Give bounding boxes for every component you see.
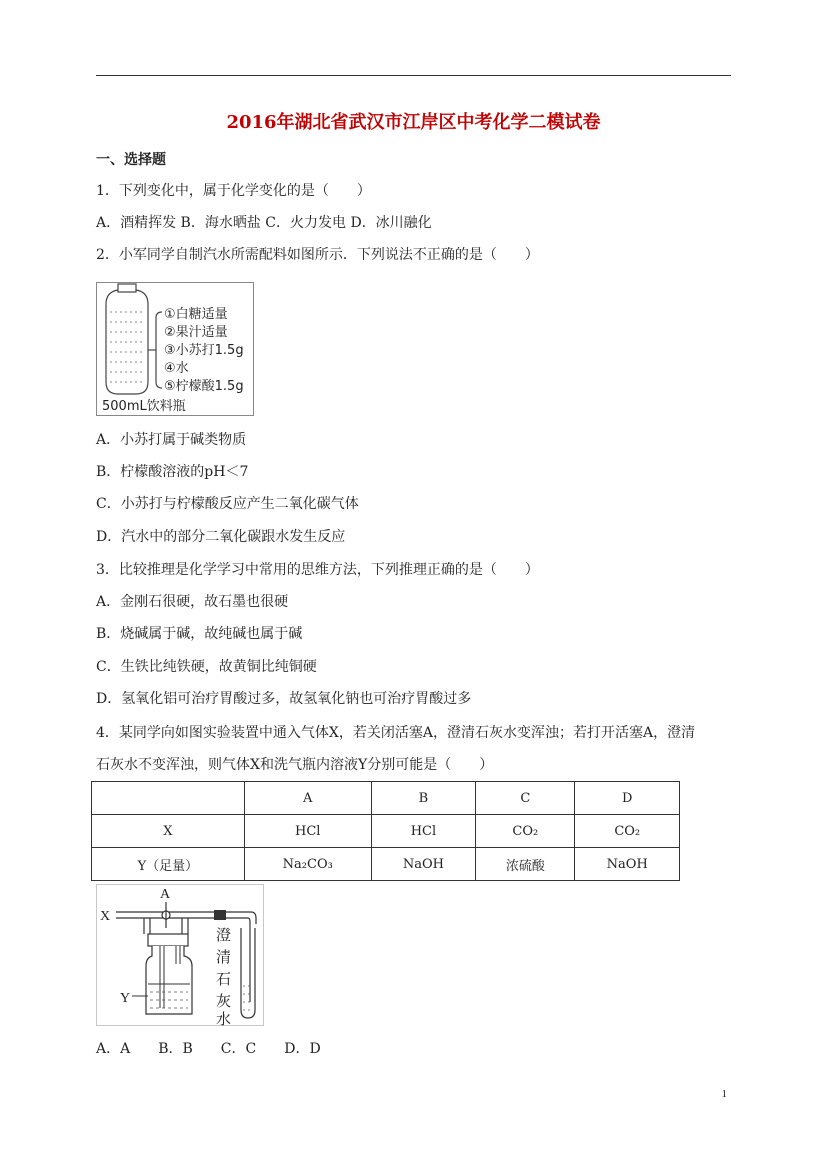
limewater-char-3: 石 bbox=[216, 970, 232, 988]
label-y: Y bbox=[120, 991, 131, 1006]
label-a: A bbox=[160, 887, 171, 902]
table-cell: NaOH bbox=[575, 848, 680, 881]
table-cell: B bbox=[371, 782, 476, 815]
limewater-char-4: 灰 bbox=[216, 992, 232, 1010]
ingredient-3: ③小苏打1.5g bbox=[164, 343, 244, 358]
table-cell: Na₂CO₃ bbox=[244, 848, 371, 881]
table-cell: NaOH bbox=[371, 848, 476, 881]
apparatus-figure bbox=[96, 884, 264, 1026]
bottle-cap bbox=[118, 284, 136, 292]
q4-table bbox=[91, 781, 680, 881]
section-heading: 一、选择题 bbox=[96, 152, 166, 168]
q2-option-d: D．汽水中的部分二氧化碳跟水发生反应 bbox=[96, 529, 346, 545]
page-number: 1 bbox=[721, 1088, 727, 1100]
limewater-char-5: 水 bbox=[216, 1010, 232, 1026]
ingredient-1: ①白糖适量 bbox=[164, 307, 228, 322]
q2-stem: 2．小军同学自制汽水所需配料如图所示．下列说法不正确的是（ ） bbox=[96, 247, 539, 263]
table-row bbox=[92, 815, 680, 848]
table-cell: A bbox=[244, 782, 371, 815]
q4-stem-line1: 4．某同学向如图实验装置中通入气体X，若关闭活塞A，澄清石灰水变浑浊；若打开活塞A，澄清 bbox=[96, 725, 696, 741]
q4-options: A．A B．B C．C D．D bbox=[96, 1041, 321, 1057]
bottle-caption: 500mL饮料瓶 bbox=[102, 399, 186, 414]
table-cell: HCl bbox=[244, 815, 371, 848]
ingredient-4: ④水 bbox=[164, 361, 189, 376]
table-cell: CO₂ bbox=[476, 815, 575, 848]
ingredient-5: ⑤柠檬酸1.5g bbox=[164, 379, 244, 394]
table-row bbox=[92, 782, 680, 815]
q2-option-c: C．小苏打与柠檬酸反应产生二氧化碳气体 bbox=[96, 496, 359, 512]
table-cell: X bbox=[92, 815, 245, 848]
table-cell: 浓硫酸 bbox=[476, 848, 575, 881]
table-cell: CO₂ bbox=[575, 815, 680, 848]
table-cell: Y（足量） bbox=[92, 848, 245, 881]
table-cell: C bbox=[476, 782, 575, 815]
stopper bbox=[148, 934, 188, 946]
ingredient-2: ②果汁适量 bbox=[164, 325, 228, 340]
page-title: 2016年湖北省武汉市江岸区中考化学二模试卷 bbox=[226, 112, 601, 133]
q1-options: A．酒精挥发 B．海水晒盐 C．火力发电 D．冰川融化 bbox=[96, 215, 432, 231]
q3-option-a: A．金刚石很硬，故石墨也很硬 bbox=[96, 594, 289, 610]
table-cell: HCl bbox=[371, 815, 476, 848]
q3-option-b: B．烧碱属于碱，故纯碱也属于碱 bbox=[96, 626, 303, 642]
limewater-char-2: 清 bbox=[216, 948, 232, 966]
q1-stem: 1．下列变化中，属于化学变化的是（ ） bbox=[96, 183, 371, 199]
header-rule bbox=[96, 75, 731, 76]
q3-option-c: C．生铁比纯铁硬，故黄铜比纯铜硬 bbox=[96, 659, 317, 675]
bottle-figure bbox=[96, 282, 254, 416]
wash-bottle bbox=[146, 946, 192, 1014]
q2-option-a: A．小苏打属于碱类物质 bbox=[96, 432, 247, 448]
limewater-char-1: 澄 bbox=[216, 926, 232, 944]
table-cell: D bbox=[575, 782, 680, 815]
q2-option-b: B．柠檬酸溶液的pH＜7 bbox=[96, 464, 249, 480]
table-cell bbox=[92, 782, 245, 815]
q3-option-d: D．氢氧化铝可治疗胃酸过多，故氢氧化钠也可治疗胃酸过多 bbox=[96, 691, 472, 707]
label-x: X bbox=[100, 909, 111, 924]
q4-stem-line2: 石灰水不变浑浊，则气体X和洗气瓶内溶液Y分别可能是（ ） bbox=[96, 757, 494, 773]
rubber-joint bbox=[214, 910, 226, 920]
table-row bbox=[92, 848, 680, 881]
q3-stem: 3．比较推理是化学学习中常用的思维方法，下列推理正确的是（ ） bbox=[96, 562, 539, 578]
